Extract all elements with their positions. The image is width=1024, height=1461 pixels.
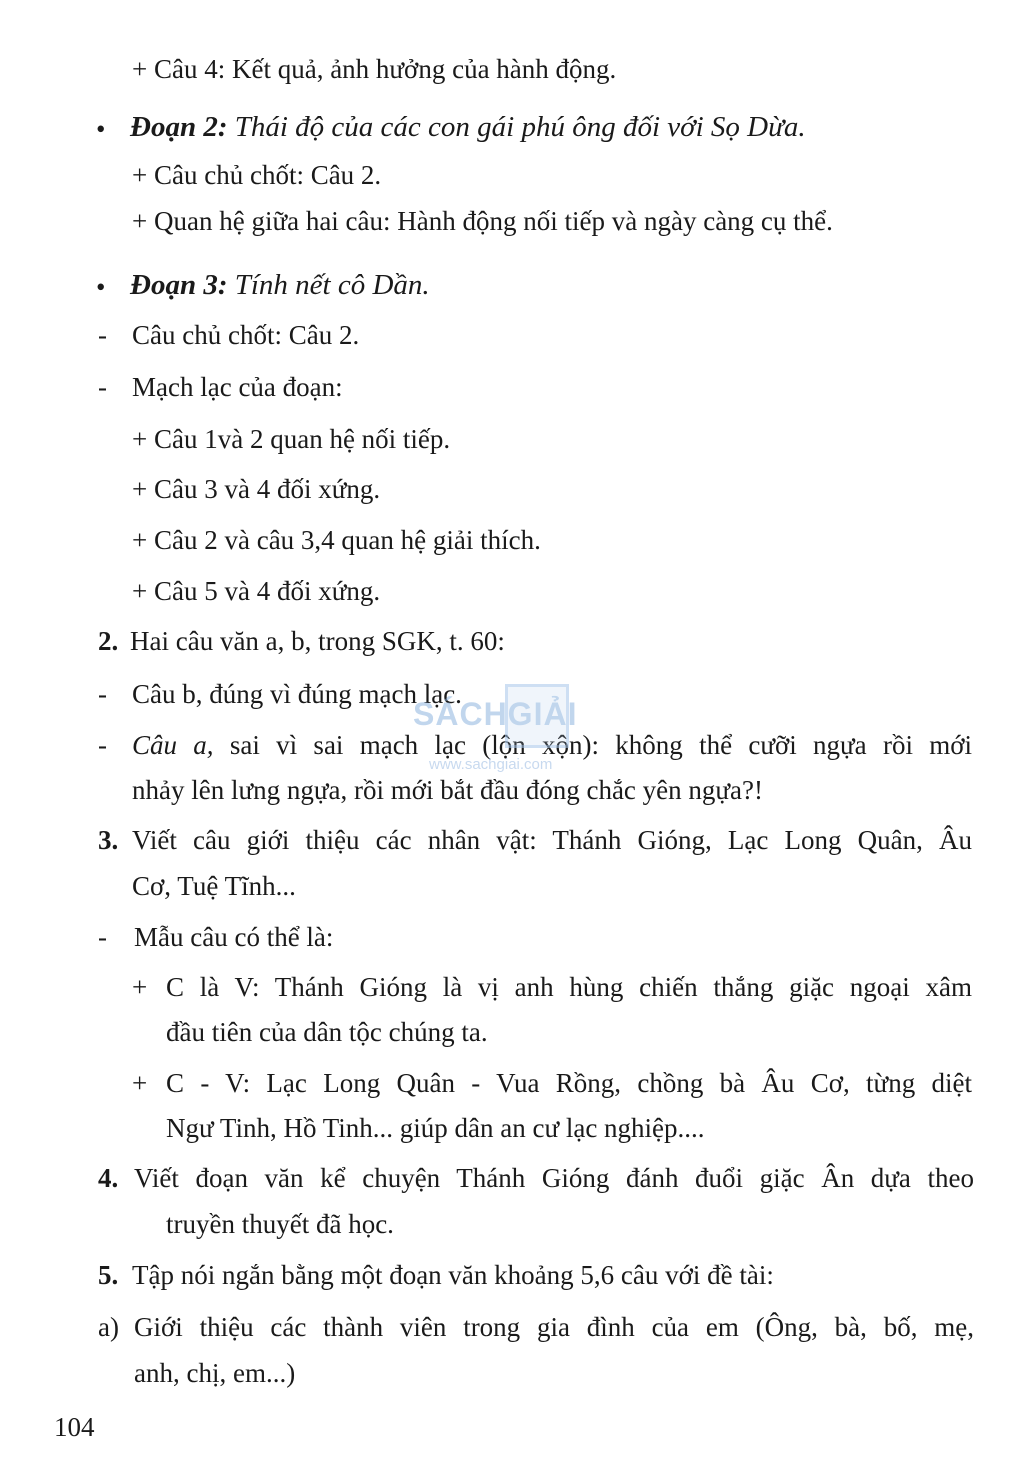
text-line: Viết câu giới thiệu các nhân vật: Thánh Gióng, Lạc Long Quân, Âu	[132, 825, 972, 855]
dash: -	[98, 922, 107, 952]
text-line: Giới thiệu các thành viên trong gia đình của em (Ông, bà, bố, mẹ,	[134, 1312, 974, 1342]
text-run: sai vì sai mạch lạc (lộn xộn): không thể cưỡi ngựa rồi mới	[229, 730, 973, 760]
item-number: 4.	[98, 1163, 119, 1193]
text-line: Viết đoạn văn kể chuyện Thánh Gióng đánh đuổi giặc Ân dựa theo	[134, 1163, 974, 1193]
section-label: Đoạn 3:	[130, 269, 228, 301]
text-line: Câu b, đúng vì đúng mạch lạc.	[132, 679, 462, 709]
text-line: đầu tiên của dân tộc chúng ta.	[166, 1017, 488, 1047]
bullet: •	[96, 272, 106, 302]
section-title: Thái độ của các con gái phú ông đối với Sọ Dừa.	[234, 111, 806, 143]
watermark-logo	[405, 680, 625, 775]
dash: -	[98, 679, 107, 709]
section-heading	[130, 268, 430, 302]
text-line: nhảy lên lưng ngựa, rồi mới bắt đầu đóng chắc yên ngựa?!	[132, 775, 763, 805]
text-line: + Câu chủ chốt: Câu 2.	[132, 160, 382, 190]
bullet: •	[96, 114, 106, 144]
text-line: Hai câu văn a, b, trong SGK, t. 60:	[130, 626, 505, 656]
text-line: C - V: Lạc Long Quân - Vua Rồng, chồng bà Âu Cơ, từng diệt	[166, 1068, 972, 1098]
item-number: 3.	[98, 825, 119, 855]
watermark-name: SÁCHGIẢI	[413, 696, 578, 732]
text-line: Mạch lạc của đoạn:	[132, 372, 343, 402]
section-label: Đoạn 2:	[130, 111, 228, 143]
text-line: anh, chị, em...)	[134, 1358, 296, 1388]
page-number: 104	[54, 1412, 95, 1442]
text-line: Ngư Tinh, Hồ Tinh... giúp dân an cư lạc nghiệp....	[166, 1113, 705, 1143]
text-line: Mẫu câu có thể là:	[134, 922, 334, 952]
text-line: + Câu 1và 2 quan hệ nối tiếp.	[132, 424, 451, 454]
text-line: + Câu 3 và 4 đối xứng.	[132, 474, 381, 504]
item-number: 2.	[98, 626, 119, 656]
dash: -	[98, 372, 107, 402]
item-letter: a)	[98, 1312, 119, 1342]
item-number: 5.	[98, 1260, 119, 1290]
dash: -	[98, 730, 107, 760]
text-line: truyền thuyết đã học.	[166, 1209, 394, 1239]
section-heading	[130, 110, 806, 144]
watermark-url: www.sachgiai.com	[429, 756, 553, 773]
text-line: + Câu 5 và 4 đối xứng.	[132, 576, 381, 606]
plus: +	[132, 1068, 148, 1098]
section-title: Tính nết cô Dần.	[234, 269, 430, 301]
text-line: C là V: Thánh Gióng là vị anh hùng chiến thắng giặc ngoại xâm	[166, 972, 972, 1002]
dash: -	[98, 320, 107, 350]
text-line: Câu chủ chốt: Câu 2.	[132, 320, 360, 350]
text-line: Cơ, Tuệ Tĩnh...	[132, 871, 296, 901]
text-line: + Quan hệ giữa hai câu: Hành động nối tiếp và ngày càng cụ thể.	[132, 206, 833, 236]
text-line: Tập nói ngắn bằng một đoạn văn khoảng 5,6 câu với đề tài:	[132, 1260, 774, 1290]
text-line: + Câu 4: Kết quả, ảnh hưởng của hành động.	[132, 54, 617, 84]
plus: +	[132, 972, 148, 1002]
text-line: + Câu 2 và câu 3,4 quan hệ giải thích.	[132, 525, 541, 555]
italic-term: Câu a,	[132, 730, 214, 760]
